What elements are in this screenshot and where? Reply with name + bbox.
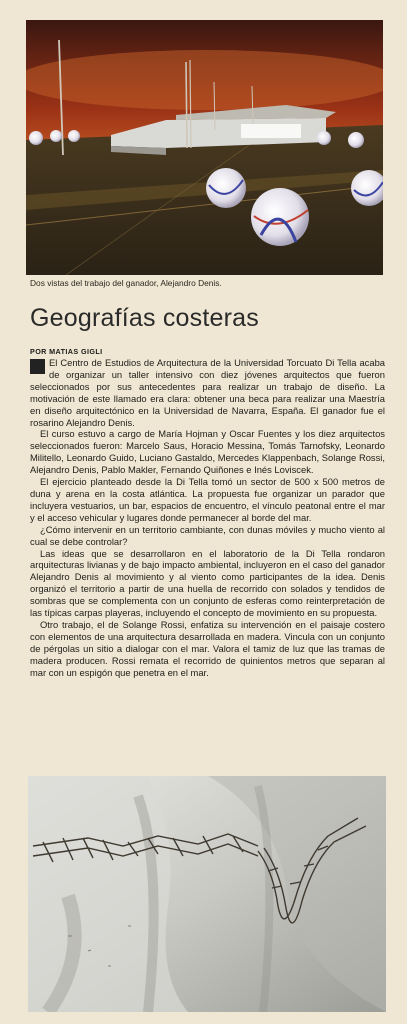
article-headline: Geografías costeras: [30, 304, 259, 332]
paragraph-5: Las ideas que se desarrollaron en el laboratorio de la Di Tella rondaron arquitecturas livianas y de bajo impacto ambiental, incluyeron en el caso del ganador Alejandro Denis al movimiento y al viento como participantes de la idea. Denis organizó el territorio a partir de una huella de recorrido con solados y tendidos de sombras que se complementa con un conjunto de esferas como reinterpretación de las típicas carpas playeras, incluyendo el concepto de movimiento en su propuesta.: [30, 547, 385, 619]
night-render-image: [26, 20, 383, 275]
paragraph-3: El ejercicio planteado desde la Di Tella tomó un sector de 500 x 500 metros de duna y arena en la costa atlántica. La propuesta fue organizar un parador que incluyera vestuarios, un bar, espacios de encuentro, el vínculo peatonal entre el mar y el acceso vehicular y lugares donde permanecer al borde del mar.: [30, 476, 385, 523]
dune-pergola-render-image: [28, 776, 386, 1012]
wooden-pergola-render: [28, 776, 386, 1012]
paragraph-2: El curso estuvo a cargo de María Hojman y Oscar Fuentes y los diez arquitectos seleccionados fueron: Marcelo Saus, Horacio Messina, Tomás Tarnofsky, Leonardo Militello, Leonardo Guido, Luciano Gastaldo, Mercedes Klappenbach, Solange Rossi, Alejandro Denis, Pablo Makler, Fernando Quiñones e Inés Loviscek.: [30, 428, 385, 476]
paragraph-6: Otro trabajo, el de Solange Rossi, enfatiza su intervención en el paisaje costero con elementos de una arquitectura desarrollada en madera. Vincula con un conjunto de pérgolas un sitio a dialogar con el mar. Valora el tamiz de luz que las tramas de madera producen. Rossi remata el recorrido de quinientos metros que separan al mar con un espigón que penetra en el mar.: [30, 618, 385, 678]
paragraph-4: ¿Cómo intervenir en un territorio cambiante, con dunas móviles y mucho viento al cual se debe controlar?: [30, 523, 385, 547]
drop-cap-block: [30, 359, 45, 374]
article-body: [30, 357, 385, 678]
byline: POR MATIAS GIGLI: [30, 347, 103, 356]
beach-spheres-render: [26, 20, 383, 275]
photo-caption: Dos vistas del trabajo del ganador, Alejandro Denis.: [30, 278, 222, 288]
paragraph-1: El Centro de Estudios de Arquitectura de la Universidad Torcuato Di Tella acaba de organizar un taller intensivo con diez jóvenes arquitectos que fueron seleccionados por sus antecedentes para realizar un trabajo de diseño. La motivación de este llamado era clara: obtener una beca para realizar una Maestría en diseño arquitectónico en la Universidad de Navarra, España. El ganador fue el rosarino Alejandro Denis.: [30, 357, 385, 428]
